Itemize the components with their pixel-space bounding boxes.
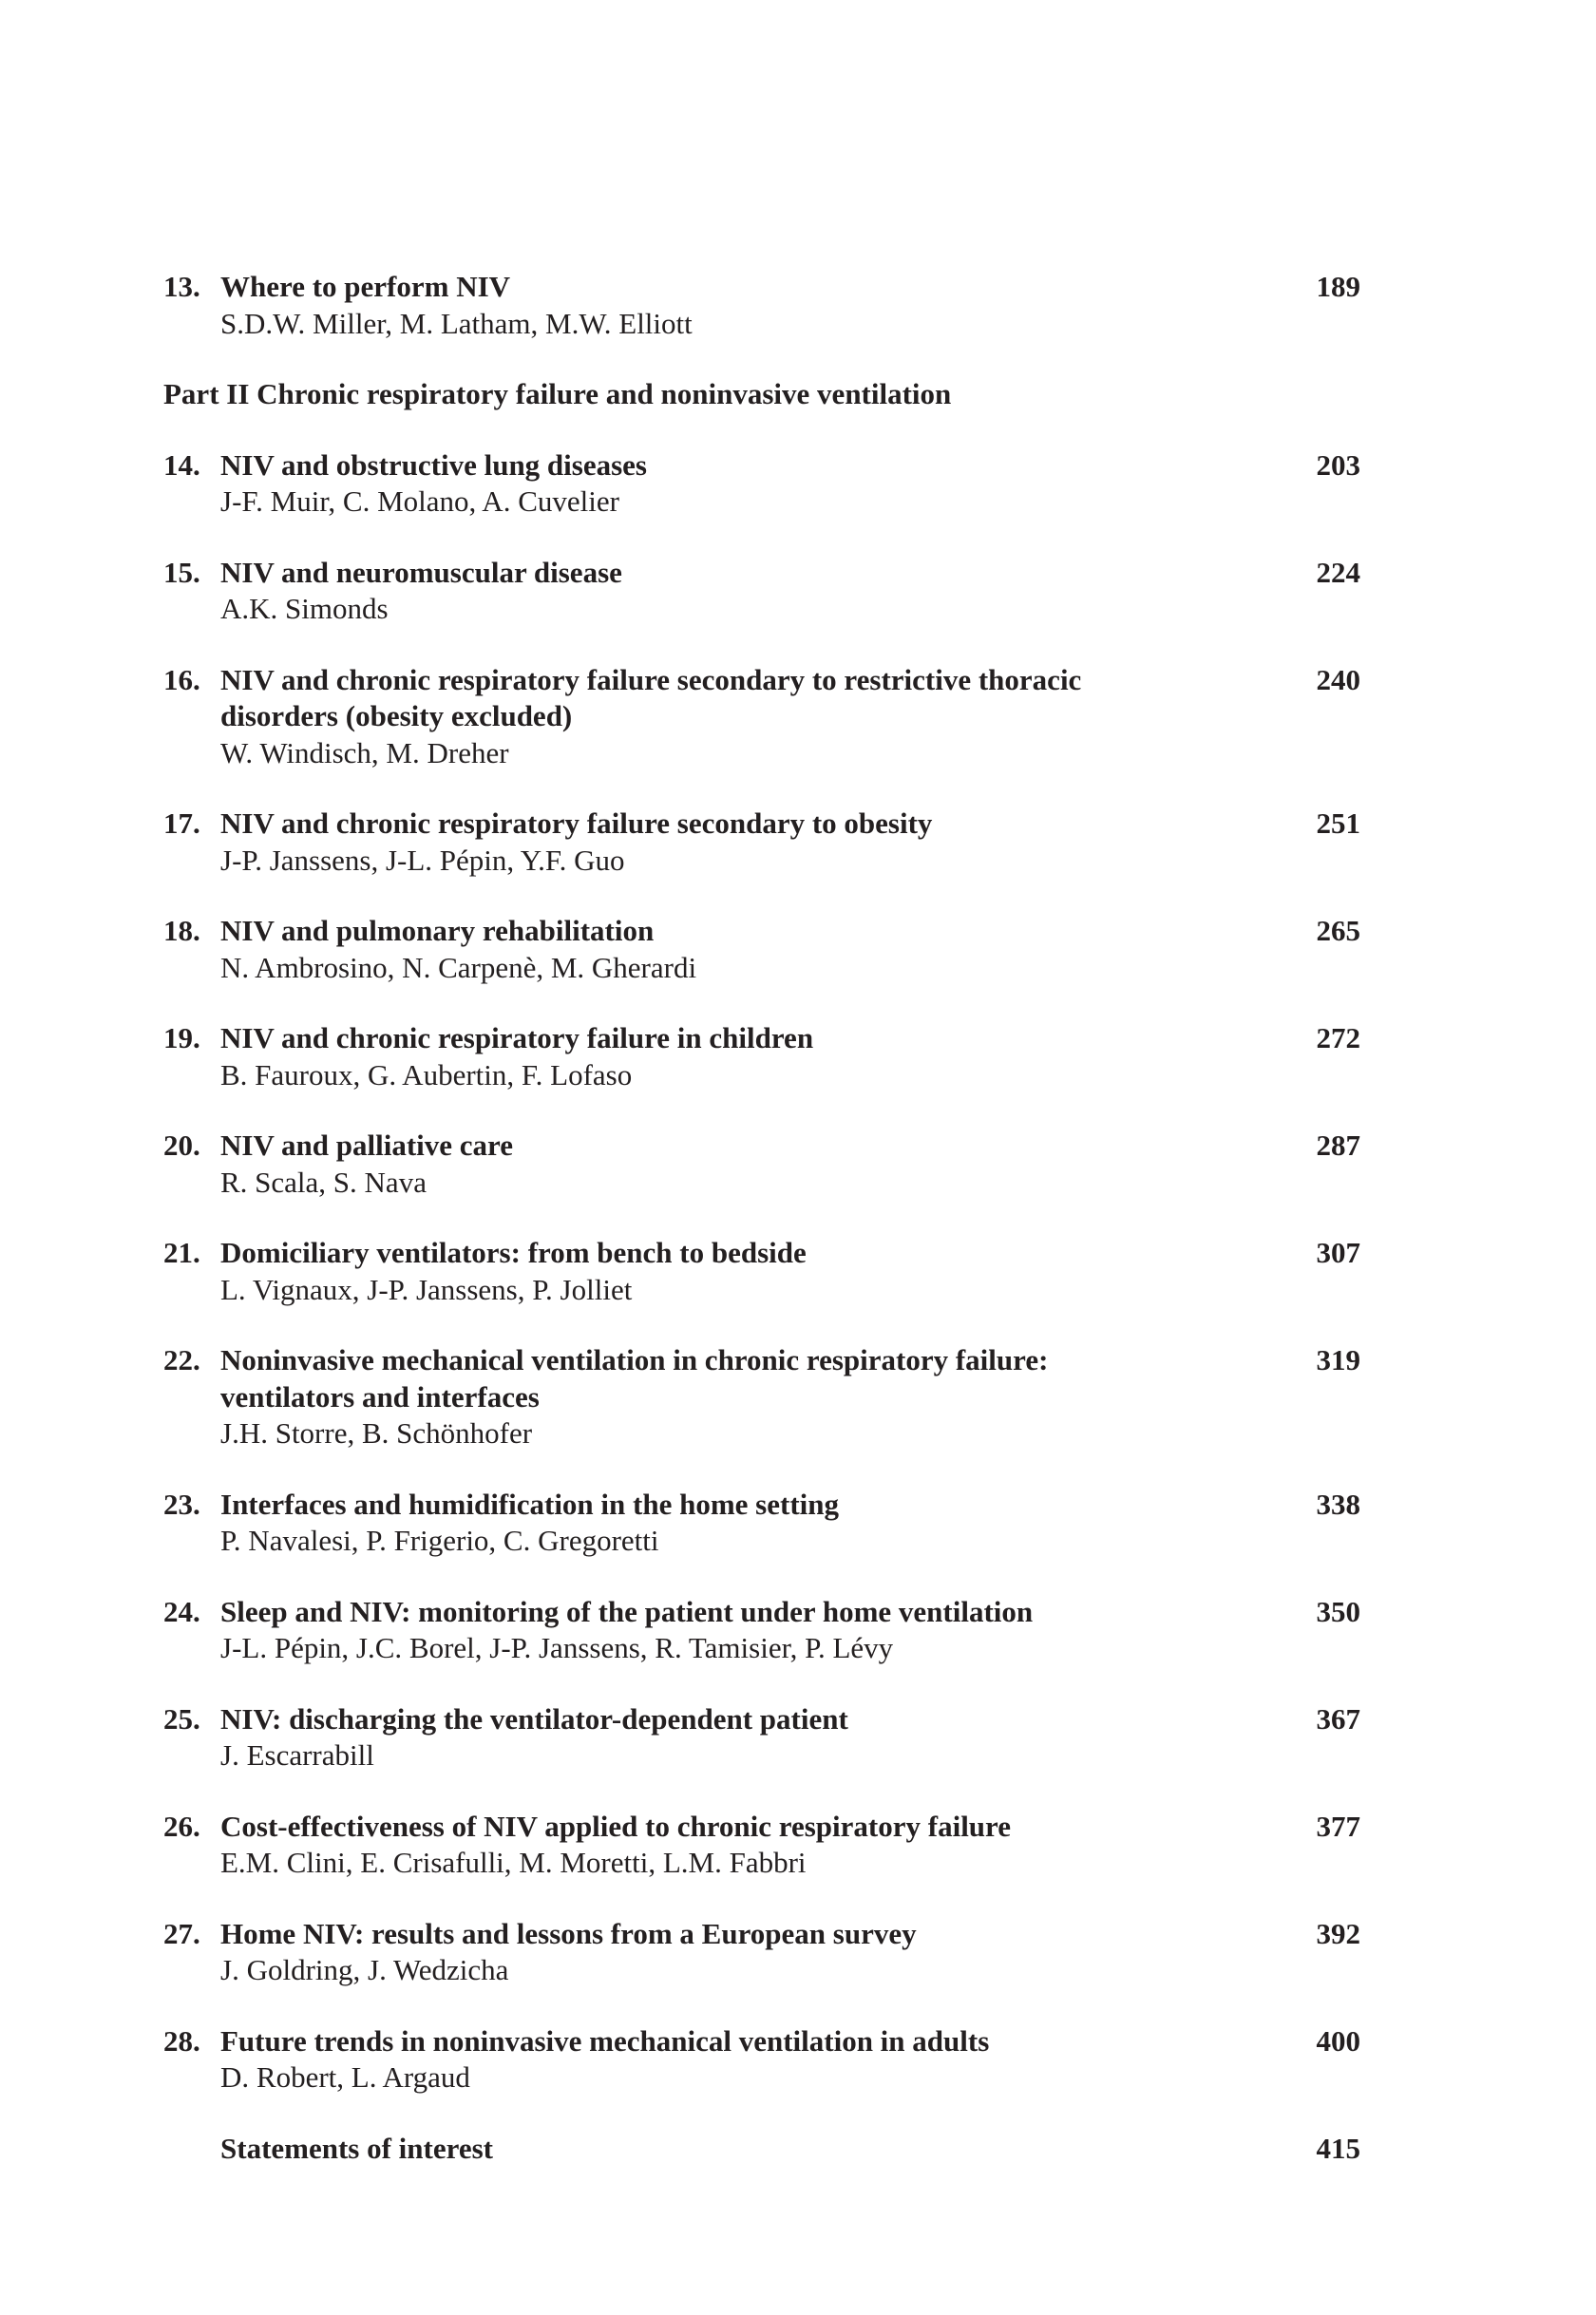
entry-page-number: 240 <box>1316 662 1360 696</box>
toc-entry <box>163 806 1360 879</box>
entry-number: 15. <box>163 555 200 589</box>
toc-entry <box>163 555 1360 628</box>
entry-title: Home NIV: results and lessons from a European survey <box>220 1916 917 1950</box>
entry-authors: N. Ambrosino, N. Carpenè, M. Gherardi <box>220 950 697 984</box>
entry-page-number: 224 <box>1316 555 1360 589</box>
entry-title: Noninvasive mechanical ventilation in chronic respiratory failure: ventilators and interfaces <box>220 1343 1049 1414</box>
entry-title: NIV and palliative care <box>220 1129 514 1162</box>
entry-number: 26. <box>163 1809 200 1843</box>
entry-authors: J-L. Pépin, J.C. Borel, J-P. Janssens, R. Tamisier, P. Lévy <box>220 1631 894 1664</box>
entry-authors: A.K. Simonds <box>220 592 389 625</box>
entry-title: NIV and obstructive lung diseases <box>220 447 648 482</box>
entry-authors: P. Navalesi, P. Frigerio, C. Gregoretti <box>220 1524 659 1557</box>
entry-page-number: 307 <box>1316 1236 1360 1269</box>
entry-number: 13. <box>163 270 200 303</box>
toc-entry <box>163 1487 1360 1560</box>
entries-list <box>163 447 1360 2097</box>
entry-page-number: 251 <box>1316 806 1360 840</box>
entry-title: Interfaces and humidification in the home setting <box>220 1487 839 1521</box>
entry-title: Domiciliary ventilators: from bench to bedside <box>220 1236 807 1269</box>
entry-number: 18. <box>163 914 200 947</box>
toc-entry <box>163 1128 1360 1201</box>
entry-title: Cost-effectiveness of NIV applied to chronic respiratory failure <box>220 1809 1012 1843</box>
entry-number: 25. <box>163 1701 200 1736</box>
entry-page-number: 415 <box>1316 2131 1360 2165</box>
toc-entry <box>163 1342 1360 1452</box>
entry-number: 23. <box>163 1487 200 1521</box>
entry-authors: R. Scala, S. Nava <box>220 1165 427 1199</box>
entry-page-number: 338 <box>1316 1487 1360 1521</box>
toc-entry <box>163 1701 1360 1774</box>
entry-authors: J.H. Storre, B. Schönhofer <box>220 1416 533 1450</box>
entry-number: 16. <box>163 662 200 696</box>
entry-number: 17. <box>163 806 200 840</box>
entry-title: NIV and pulmonary rehabilitation <box>220 914 655 947</box>
entry-title: NIV: discharging the ventilator-dependent patient <box>220 1701 848 1736</box>
entry-number: 24. <box>163 1594 200 1628</box>
toc-entry <box>163 913 1360 986</box>
entry-title: Where to perform NIV <box>220 270 511 303</box>
toc-entry <box>163 1594 1360 1667</box>
toc-entry-statements <box>163 2131 1360 2168</box>
toc-entry <box>163 1809 1360 1882</box>
table-of-contents <box>163 269 1360 2167</box>
entry-authors: J. Goldring, J. Wedzicha <box>220 1953 509 1986</box>
entry-number: 22. <box>163 1343 200 1376</box>
entry-page-number: 287 <box>1316 1129 1360 1162</box>
entry-authors: L. Vignaux, J-P. Janssens, P. Jolliet <box>220 1272 633 1306</box>
entry-number: 21. <box>163 1236 200 1269</box>
entry-number: 14. <box>163 447 200 482</box>
toc-entry <box>163 1020 1360 1093</box>
entry-page-number: 392 <box>1316 1916 1360 1950</box>
entry-page-number: 189 <box>1316 270 1360 303</box>
entry-title: Sleep and NIV: monitoring of the patient under home ventilation <box>220 1594 1034 1628</box>
entry-title: NIV and chronic respiratory failure secondary to restrictive thoracic disorders (obesity excluded) <box>220 662 1082 732</box>
entry-title: Future trends in noninvasive mechanical ventilation in adults <box>220 2023 990 2058</box>
entry-page-number: 367 <box>1316 1701 1360 1736</box>
entry-page-number: 272 <box>1316 1021 1360 1054</box>
entry-title: NIV and chronic respiratory failure secondary to obesity <box>220 806 933 840</box>
entry-authors: D. Robert, L. Argaud <box>220 2060 470 2094</box>
entry-page-number: 377 <box>1316 1809 1360 1843</box>
entry-page-number: 350 <box>1316 1594 1360 1628</box>
entry-page-number: 265 <box>1316 914 1360 947</box>
toc-entry-13 <box>163 269 1360 342</box>
entry-authors: B. Fauroux, G. Aubertin, F. Lofaso <box>220 1057 633 1091</box>
entry-number: 28. <box>163 2023 200 2058</box>
toc-entry <box>163 662 1360 772</box>
entry-authors: S.D.W. Miller, M. Latham, M.W. Elliott <box>220 306 693 340</box>
toc-entry <box>163 1235 1360 1308</box>
toc-entry <box>163 447 1360 521</box>
entry-title: Statements of interest <box>220 2131 493 2165</box>
entry-page-number: 203 <box>1316 447 1360 482</box>
entry-authors: J-P. Janssens, J-L. Pépin, Y.F. Guo <box>220 843 625 877</box>
toc-entry <box>163 2023 1360 2097</box>
entry-authors: E.M. Clini, E. Crisafulli, M. Moretti, L.M. Fabbri <box>220 1846 807 1879</box>
entry-page-number: 400 <box>1316 2023 1360 2058</box>
entry-authors: W. Windisch, M. Dreher <box>220 735 509 769</box>
entry-title: NIV and chronic respiratory failure in children <box>220 1021 814 1054</box>
entry-number: 27. <box>163 1916 200 1950</box>
entry-page-number: 319 <box>1316 1343 1360 1376</box>
entry-authors: J. Escarrabill <box>220 1738 374 1772</box>
toc-entry <box>163 1916 1360 1989</box>
entry-number: 20. <box>163 1129 200 1162</box>
part-heading: Part II Chronic respiratory failure and noninvasive ventilation <box>163 377 952 410</box>
entry-title: NIV and neuromuscular disease <box>220 555 622 589</box>
entry-authors: J-F. Muir, C. Molano, A. Cuvelier <box>220 484 619 518</box>
entry-number: 19. <box>163 1021 200 1054</box>
